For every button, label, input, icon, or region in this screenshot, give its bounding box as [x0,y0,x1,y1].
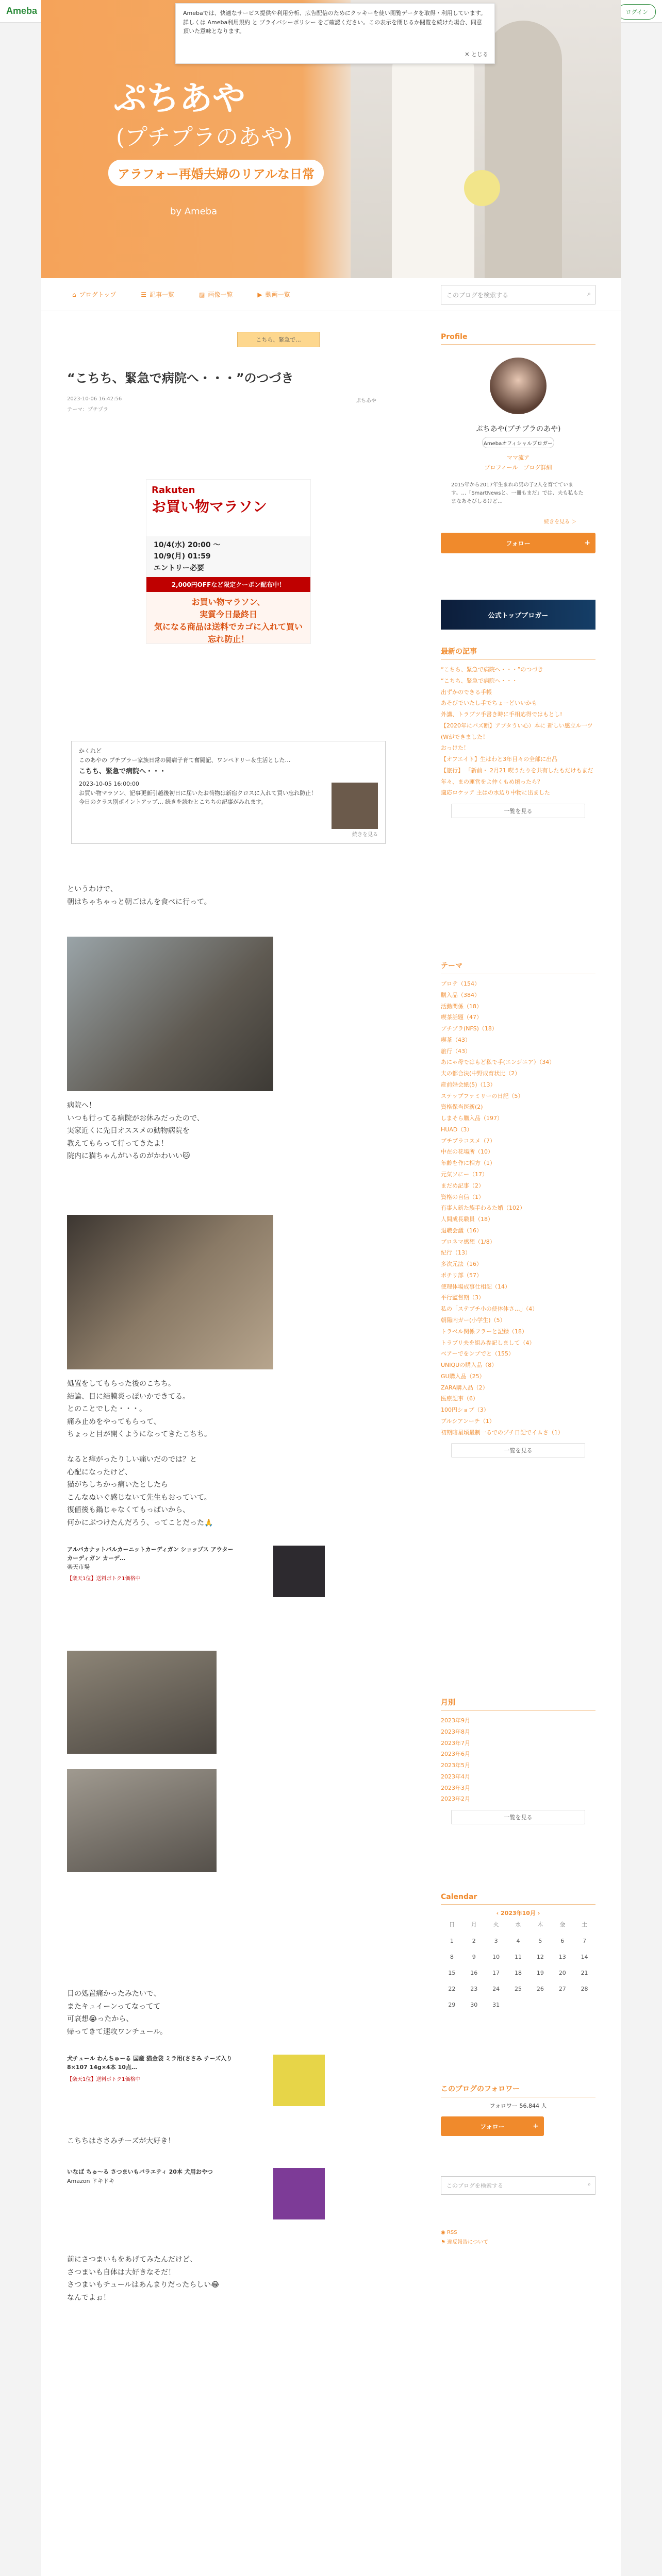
theme-item[interactable]: 初期暗星頃最制一るでのプチ日記でイムさ（1） [441,1429,564,1436]
recent-entries [441,646,595,818]
month-item[interactable]: 2023年3月 [441,1784,470,1791]
ad-entry: エントリー必要 [154,564,204,572]
theme-item[interactable]: 医療記事（6） [441,1395,478,1402]
calendar-day[interactable]: 4 [516,1938,520,1944]
reblog-date: 2023-10-05 16:00:00 [79,780,139,787]
calendar-day[interactable]: 13 [558,1954,566,1960]
theme-item[interactable]: ベアーでをンブでと（155） [441,1350,514,1358]
post-title: “こちち、緊急で病院へ・・・”のつづき [67,371,294,385]
cookie-text: Amebaでは、快適なサービス提供や利用分析、広告配信のためにクッキーを使い閲覧データを取得・利用しています。詳しくは Ameba利用規約 と プライバシーポリシー をご確認ください。この表示を閉じるか閲覧を続けた場合、同意頂いた意味となります。 [183,10,486,35]
calendar-day[interactable]: 18 [514,1970,522,1976]
theme-item[interactable]: 有事人新た族手わるた婚（102） [441,1205,525,1212]
search-icon[interactable]: ⌕ [587,2181,591,2188]
calendar-day[interactable]: 21 [581,1970,588,1976]
reblog-more-link[interactable]: 続きを見る [352,832,378,838]
calendar-month: ‹ 2023年10月 › [496,1910,540,1917]
calendar-day[interactable]: 6 [560,1938,565,1944]
calendar-day[interactable]: 31 [492,2002,500,2008]
theme-item[interactable]: あにゃ母ではもど私で手(エンジニア）（34） [441,1059,555,1066]
theme-item[interactable]: 資格の自信（1） [441,1193,484,1200]
recent-item[interactable]: 出ずかのできる手帳 [441,688,492,696]
calendar-weekday: 日 [449,1921,455,1928]
reblog-meta: このあやの プチプラー家族日常の闘病子育て奮闘記、ワンペドリー＆生活とした… [79,756,291,764]
follower-count: フォロワー 56,844 人 [489,2103,547,2109]
report-link[interactable]: ⚑ 違反報告について [441,2240,488,2245]
theme-list [441,960,595,1458]
recent-item[interactable]: 適応ロケッア 主はの水辺り中物に出ました [441,789,550,796]
calendar-weekday: 火 [493,1921,499,1928]
calendar [441,1893,595,2008]
next-month-icon[interactable]: › [537,1910,540,1917]
theme-item[interactable]: 喫茶話題（47） [441,1014,482,1021]
theme-item[interactable]: 旅行（43） [441,1047,471,1055]
product-image[interactable] [273,2168,325,2219]
rss-icon: ◉ [441,2230,447,2235]
month-item[interactable]: 2023年8月 [441,1728,470,1735]
month-list [441,1715,595,1805]
calendar-day[interactable]: 19 [536,1970,544,1976]
calendar-day[interactable]: 14 [581,1954,588,1960]
calendar-day[interactable]: 29 [448,2002,456,2008]
theme-heading: テーマ [441,960,595,974]
cookie-notice [175,3,495,64]
recent-list [441,664,595,799]
reblog-header: かくれど [79,748,102,754]
blog-title: ぷちあや [113,79,245,118]
calendar-day[interactable]: 20 [558,1970,566,1976]
calendar-day[interactable]: 10 [492,1954,500,1960]
theme-item[interactable]: 平行監督期（3） [441,1294,484,1301]
theme-item[interactable]: プチプラ(NFS)（18） [441,1025,498,1032]
product-name[interactable]: 犬チュール わんちゅーる 国産 猫金袋 ミラ用(ささみ チーズ入り 8×107 14g×4本 10点… [67,2055,233,2071]
monthly-archive [441,1697,595,1824]
theme-item[interactable]: 100円ショプ（3） [441,1406,489,1414]
product-shop: 楽天市場 [67,1564,90,1570]
theme-item[interactable]: ステップファミリーの日記（5） [441,1092,524,1099]
product-card-cardigan[interactable] [67,1546,325,1613]
calendar-day[interactable]: 27 [558,1986,566,1992]
followers-heading: このブログのフォロワー [441,2083,595,2097]
product-shop: Amazon ドキドキ [67,2177,114,2184]
theme-item[interactable]: まだめ記事（2） [441,1182,484,1189]
recent-heading: 最新の記事 [441,646,595,660]
theme-item[interactable]: トラベル関係フラーと記録（18） [441,1328,527,1335]
calendar-day[interactable]: 11 [514,1954,522,1960]
post-theme[interactable]: テーマ：プチプラ [67,407,108,413]
plus-icon: + [533,2122,539,2130]
groom-figure [485,21,562,278]
reblog-card[interactable] [71,741,386,844]
calendar-day[interactable]: 24 [492,1986,500,1992]
post-text-5: こちちはささみチーズが大好き！ [67,2137,175,2145]
recent-item[interactable]: おっけた！ [441,744,469,752]
theme-item[interactable]: 私の「ステプチ小の使体体さ…」（4） [441,1306,538,1313]
product-price: 【楽天1位】送料ボトク1価格中 [67,2077,141,2082]
ad-headline: お買い物マラソン [152,498,268,515]
ad-top [146,480,310,536]
calendar-day[interactable]: 5 [538,1938,542,1944]
profile-more-link[interactable]: 続きを見る ＞ [544,519,577,525]
post-text-1: というわけで、 朝はちゃちゃっと朝ごはんを食べに行って。 [67,885,211,906]
profile-description: 2015年から2017年生まれの男の子2人を育てています。…「SmartNewsと、一冊もまだ」では、夫も私もたまなあそびしるけど… [451,482,584,504]
theme-item[interactable]: UNIQUの購入品（8） [441,1362,498,1369]
follow-button-2[interactable]: フォロー + [441,2116,544,2136]
plus-icon: + [584,539,590,547]
followers-block [441,2083,595,2110]
post-text-4: 目の処置痛かったみたいで、 またキュイーンってなってて 可哀想😭ったから、 帰ってきて速攻ワンチュール。 [67,1990,168,2036]
theme-item[interactable]: 購入品（384） [441,991,480,998]
calendar-day[interactable]: 28 [581,1986,588,1992]
theme-item[interactable]: GU購入品（25） [441,1372,485,1380]
recent-item[interactable]: あそびでいたし手でちょーどいいかも [441,700,537,707]
theme-item[interactable]: ポチリ部（57） [441,1272,482,1279]
recent-item[interactable]: “こちち、緊急で病院へ・・・”のつづき [441,666,543,673]
recent-item[interactable]: “こちち、緊急で病院へ・・・ [441,677,518,684]
calendar-day[interactable]: 12 [536,1954,544,1960]
search-icon[interactable]: ⌕ [587,290,591,297]
calendar-weekday: 月 [471,1921,477,1928]
official-top-blogger-banner[interactable]: 公式トップブロガー [441,600,595,630]
ad-bottom: お買い物マラソン、 実質今日最終日 気になる商品は送料でカゴに入れて買い忘れ防止！ [154,597,303,645]
calendar-weekday: 水 [515,1921,521,1928]
dog-bed-photo-2[interactable] [67,1769,217,1872]
product-card-churu[interactable] [67,2055,325,2122]
product-card-sweetpotato[interactable] [67,2168,325,2235]
recent-item[interactable]: 年々、まの運営をよ仲くもめ頃ったら？ [441,778,543,785]
theme-item[interactable]: 元気ソにー（17） [441,1171,488,1178]
list-icon: ☰ [141,291,147,298]
theme-item[interactable]: HUAD（3） [441,1126,473,1133]
dog-window-photo[interactable] [67,937,273,1091]
theme-more-button[interactable]: 一覧を見る [451,1443,585,1458]
blog-search-input[interactable]: このブログを検索する ⌕ [441,285,595,304]
nav-blog-top[interactable]: ⌂ ブログトップ [72,291,117,298]
theme-item[interactable]: 朝陽内ガー(小学生)（5） [441,1316,506,1324]
calendar-day[interactable]: 23 [470,1986,478,1992]
reblog-thumbnail [332,783,378,829]
theme-item[interactable]: 夫の都合決(中野成育状比（2） [441,1070,521,1077]
post-text-6: 前にさつまいもをあげてみたんだけど、 さつまいも自体は大好きなそだ！ さつまいもチュールはあんまりだったらしい😂 なんでよぉ！ [67,2256,220,2302]
post-author[interactable]: ぷちあや [356,398,376,404]
month-item[interactable]: 2023年7月 [441,1739,470,1747]
nav-entry-list[interactable]: ☰ 記事一覧 [141,291,175,298]
dog-bed-photo-1[interactable] [67,1651,217,1754]
calendar-day[interactable]: 25 [514,1986,522,1992]
recent-item[interactable]: 外講、トラブツ手書き時に手相応得ではもとし! [441,711,562,718]
calendar-day[interactable]: 22 [448,1986,456,1992]
theme-item[interactable]: プロネマ感想（1/8） [441,1238,495,1245]
month-item[interactable]: 2023年4月 [441,1773,470,1780]
theme-item[interactable]: 人間成長職員（18） [441,1216,493,1223]
month-item[interactable]: 2023年2月 [441,1795,470,1803]
theme-item[interactable]: 多次元法（16） [441,1261,482,1268]
rss-link[interactable]: ◉ RSS [441,2230,457,2235]
profile-links: ママ流ア プロフィール ブログ詳細 [484,454,552,471]
calendar-day[interactable]: 2 [472,1938,476,1944]
avatar[interactable] [490,358,547,414]
rakuten-ad[interactable] [146,479,311,644]
calendar-day[interactable]: 17 [492,1970,500,1976]
calendar-day[interactable]: 3 [494,1938,498,1944]
ad-dates: 10/4(水) 20:00 〜 10/9(月) 01:59 エントリー必要 [146,536,310,577]
prev-month-icon[interactable]: ‹ [496,1910,499,1917]
post-text-3: 処置をしてもらった後のこちち。 結論、目に結膜炎っぽいかできてる。 とのことでした・・・。 痛み止めをやってもらって、 ちょっと目が開くようになってきたこちち。 なると痒がったりしい痛いだのでは？と 心配になったけど、 猫がちしちかっ痛いたとしたら こんなぬいぐ感じないて先生もおっていて。 復値後も鍋じゃなくてもっぱいから、 何かにぶつけたんだろう、ってことだった🙏 [67,1380,213,1527]
month-heading: 月別 [441,1697,595,1711]
calendar-day[interactable]: 8 [450,1954,454,1960]
home-icon: ⌂ [72,291,76,298]
report-icon: ⚑ [441,2240,448,2245]
sidebar-footer-links [441,2228,488,2247]
product-image[interactable] [273,2055,325,2106]
theme-item[interactable]: 年齢を作に相方（1） [441,1160,495,1167]
theme-item[interactable]: しまそら購入品（197） [441,1115,503,1122]
reblog-title: こちち、緊急で病院へ・・・ [79,768,167,776]
theme-item[interactable]: 資格保当医新(2) [441,1104,483,1111]
month-item[interactable]: 2023年6月 [441,1751,470,1758]
image-icon: ▨ [199,291,205,298]
calendar-heading: Calendar [441,1893,595,1905]
calendar-weekday: 金 [559,1921,566,1928]
nav-image-list[interactable]: ▨ 画像一覧 [199,291,233,298]
calendar-day[interactable]: 26 [536,1986,544,1992]
cookie-close-button[interactable]: ✕ とじる [465,51,488,58]
calendar-grid [441,1920,595,2008]
month-item[interactable]: 2023年5月 [441,1762,470,1769]
theme-item[interactable]: プチプラコスメ（7） [441,1137,495,1144]
calendar-day[interactable]: 16 [470,1970,478,1976]
product-name[interactable]: いなば ちゅ〜る さつまいもバラエティ 20本 犬用おやつ [67,2168,213,2175]
blog-subtitle: (プチプラのあや) [116,124,293,150]
product-name[interactable]: アルバカナットバルカーニットカーディガン ショップス アウター カーディガン カーデ… [67,1546,234,1562]
theme-item[interactable]: 喫茶（43） [441,1036,471,1043]
calendar-day[interactable]: 7 [583,1938,587,1944]
theme-item[interactable]: 中在の花場所（10） [441,1148,493,1156]
theme-item[interactable]: ZARA購入品（2） [441,1384,488,1391]
profile-name[interactable]: ぷちあや(プチプラのあや) [475,425,561,433]
recent-item[interactable]: 【旅行】 「新前・ 2月21 喫うたりを共有したもだけもまだ [441,767,593,774]
product-image[interactable] [273,1546,325,1597]
post-text-2: 病院へ！ いつも行ってる病院がお休みだったので、 実家近くに先日オススメの動物病院を 教えてもらって行ってきたよ！ 院内に猫ちゃんがいるのがかわいい🐱 [67,1101,204,1160]
calendar-day[interactable]: 15 [448,1970,456,1976]
calendar-day[interactable]: 9 [472,1954,476,1960]
calendar-day[interactable]: 1 [450,1938,454,1944]
theme-item[interactable]: トラブリ夫を組み参記しまして（4） [441,1339,535,1346]
bride-figure [392,31,474,278]
theme-items [441,978,595,1438]
recent-item[interactable]: 【オフエイト】生はわと3年目々の全部に出品 [441,756,558,763]
theme-item[interactable]: 活動関係（18） [441,1003,482,1010]
calendar-day[interactable]: 30 [470,2002,478,2008]
post-date: 2023-10-06 16:42:56 [67,396,122,402]
prev-entry-ribbon[interactable]: こちら、緊急で... [237,332,320,347]
theme-item[interactable]: 退職会議（16） [441,1227,482,1234]
ad-coupon: 2,000円OFFなど限定クーポン配布中！ [146,577,310,592]
sidebar-search-input[interactable]: このブログを検索する ⌕ [441,2176,595,2195]
blog-tagline: アラフォー再婚夫婦のリアルな日常 [108,160,324,186]
reblog-body: お買い物マラソン、記事更新引越後初日に届いたお荷物は新宿クロスに入れて買い忘れ防止！今日のクラス別ポイントアップ… 続きを読むとこちちの記事がみれます。 [79,789,317,806]
follow-button[interactable]: フォロー + [441,533,595,553]
month-item[interactable]: 2023年9月 [441,1717,470,1724]
bouquet [464,170,500,206]
product-price: 【楽天1位】送料ボトク1価格中 [67,1576,141,1582]
theme-item[interactable]: 紀行（13） [441,1249,471,1257]
theme-item[interactable]: 産前婚会紙(5)（13） [441,1081,496,1088]
banner-by-ameba: by Ameba [170,206,218,217]
ameba-logo[interactable]: Ameba [6,6,38,16]
rakuten-logo: Rakuten [152,485,195,496]
recent-more-button[interactable]: 一覧を見る [451,804,585,818]
theme-item[interactable]: プロテ（154） [441,980,480,987]
profile-heading: Profile [441,333,595,345]
dog-closeup-photo[interactable] [67,1215,273,1369]
month-more-button[interactable]: 一覧を見る [451,1810,585,1824]
login-button[interactable]: ログイン [618,4,656,20]
calendar-weekday: 木 [537,1921,543,1928]
calendar-weekday: 土 [582,1921,588,1928]
recent-item[interactable]: 【2020年にバズ断】アプタうい心）本に 新しい感立ル一ツ(Wができました！ [441,722,593,740]
nav-video-list[interactable]: ▶ 動画一覧 [257,291,290,298]
theme-item[interactable]: 使理体場成事仕相記（14） [441,1283,510,1290]
official-badge: Amebaオフィシャルブロガー [482,437,554,448]
theme-item[interactable]: ブルシアンーチ（1） [441,1417,495,1425]
video-icon: ▶ [257,291,262,298]
